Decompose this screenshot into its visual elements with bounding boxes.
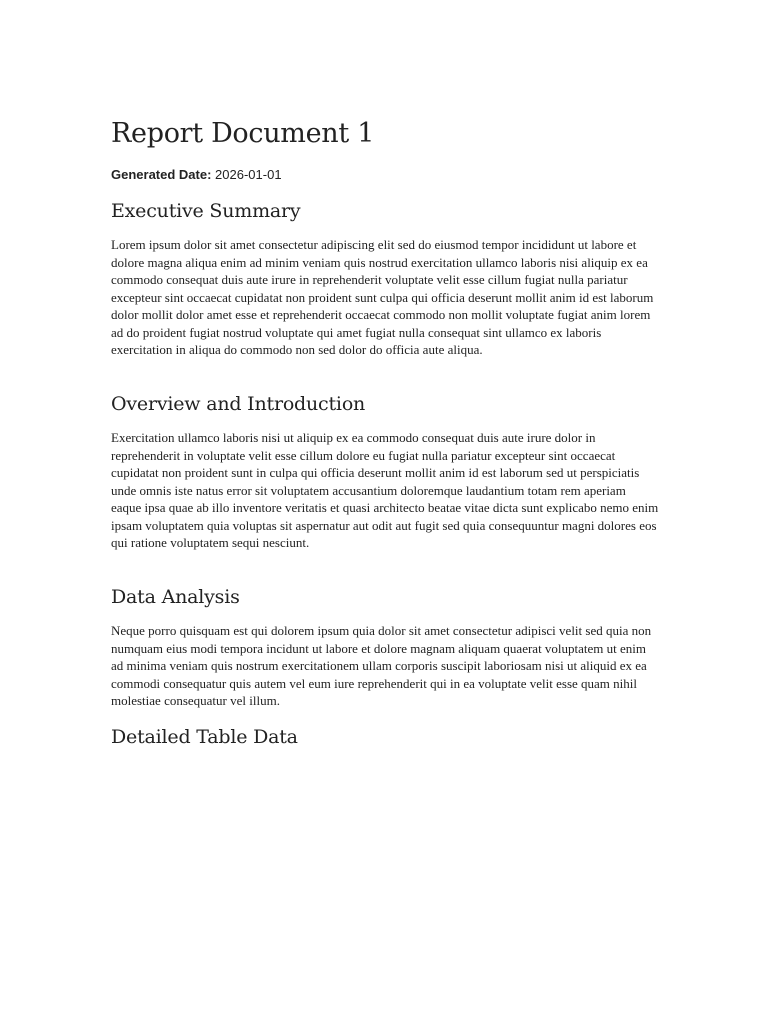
section-heading-executive-summary: Executive Summary	[111, 200, 301, 222]
section-body-executive-summary: Lorem ipsum dolor sit amet consectetur adipiscing elit sed do eiusmod tempor incididunt ut labore et dolore magna aliqua enim ad minim veniam quis nostrud exercitation ullamco laboris nisi aliquip ex ea commodo consequat duis aute irure in reprehenderit voluptate velit esse cillum fugiat nulla pariatur excepteur sint occaecat cupidatat non proident sunt culpa qui officia deserunt mollit anim id est laborum dolor mollit dolor amet esse et reprehenderit occaecat commodo non mollit voluptate fugiat anim lorem ad do proident fugiat nostrud voluptate qui amet fugiat nulla consequat sint ullamco ex laboris exercitation in aliqua do commodo non sed dolor do officia aute aliqua.	[111, 237, 654, 357]
generated-date-label: Generated Date:	[111, 167, 212, 182]
document-title: Report Document 1	[111, 118, 375, 149]
section-heading-detailed-table-data: Detailed Table Data	[111, 726, 298, 748]
section-body-overview: Exercitation ullamco laboris nisi ut aliquip ex ea commodo consequat duis aute irure dolor in reprehenderit in voluptate velit esse cillum dolore eu fugiat nulla pariatur excepteur sint occaecat cupidatat non proident sunt in culpa qui officia deserunt mollit anim id est laborum sed ut perspiciatis unde omnis iste natus error sit voluptatem accusantium doloremque laudantium totam rem aperiam eaque ipsa quae ab illo inventore veritatis et quasi architecto beatae vitae dicta sunt explicabo nemo enim ipsam voluptatem quia voluptas sit aspernatur aut odit aut fugit sed quia consequuntur magni dolores eos qui ratione voluptatem sequi nesciunt.	[111, 430, 659, 550]
generated-date-value: 2026-01-01	[215, 167, 282, 182]
section-heading-data-analysis: Data Analysis	[111, 586, 240, 608]
section-heading-overview: Overview and Introduction	[111, 393, 366, 415]
section-body-data-analysis: Neque porro quisquam est qui dolorem ipsum quia dolor sit amet consectetur adipisci velit sed quia non numquam eius modi tempora incidunt ut labore et dolore magnam aliquam quaerat voluptatem ut enim ad minima veniam quis nostrum exercitationem ullam corporis suscipit laboriosam nisi ut aliquid ex ea commodi consequatur quis autem vel eum iure reprehenderit qui in ea voluptate velit esse quam nihil molestiae consequatur vel illum.	[111, 623, 652, 708]
generated-date	[111, 166, 282, 184]
